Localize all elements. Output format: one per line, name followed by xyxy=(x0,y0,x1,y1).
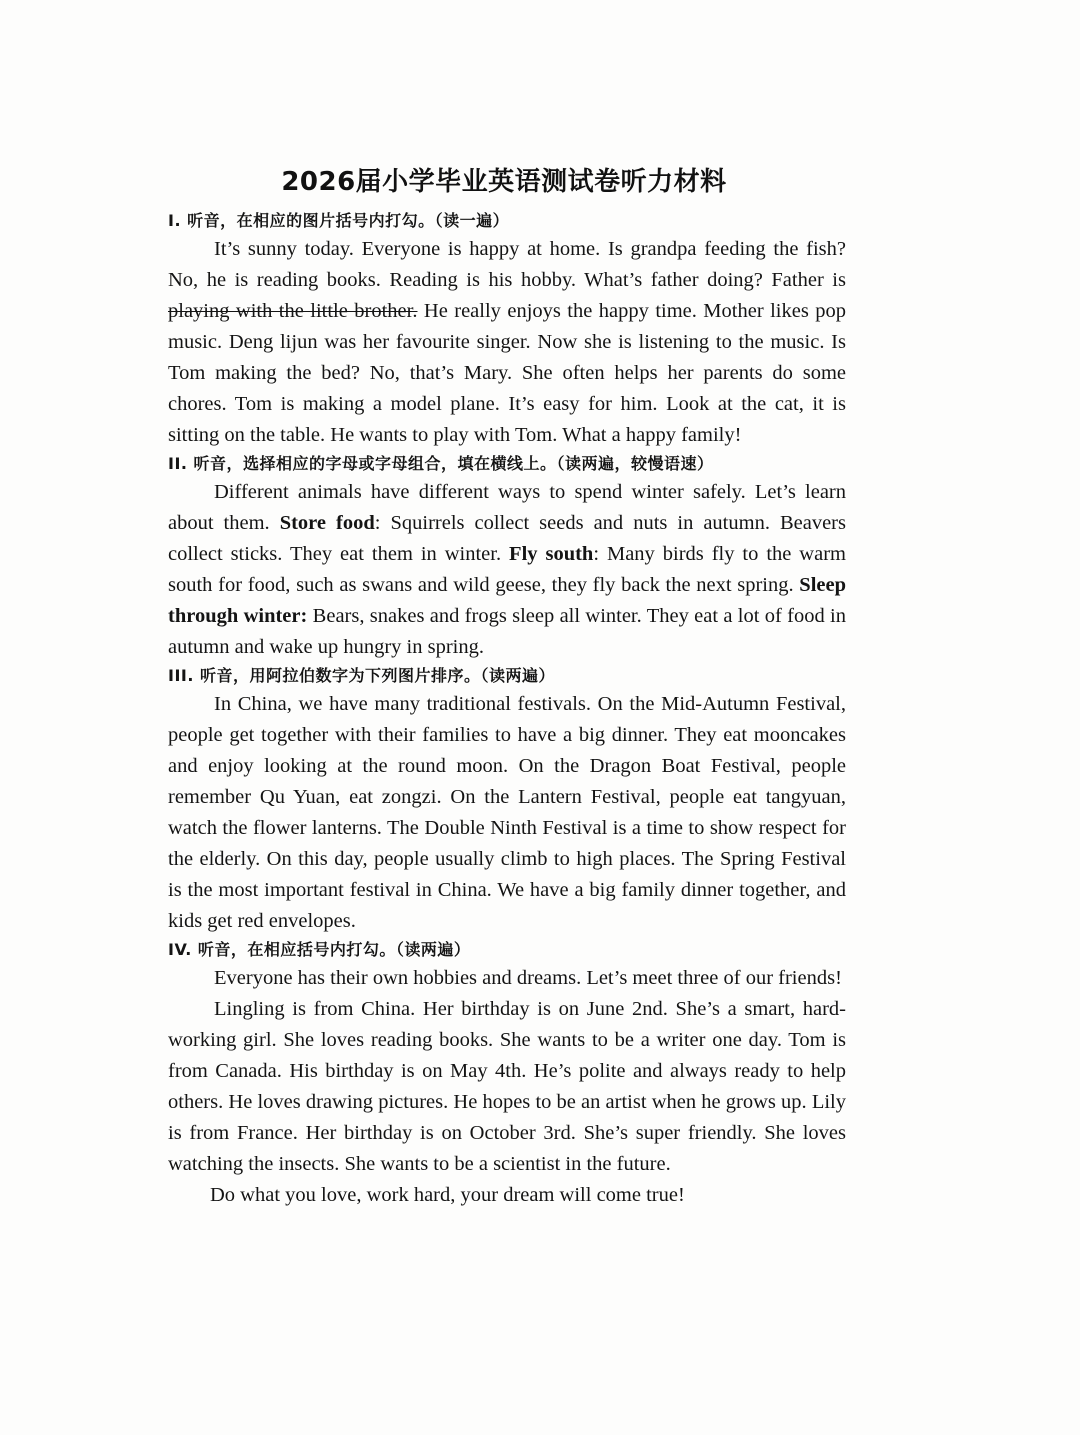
document-title: 2026届小学毕业英语测试卷听力材料 xyxy=(281,167,727,197)
section-2-text-d: Bears, snakes and frogs sleep all winter. They eat a lot of food in autumn and wake up hungry in spring. xyxy=(168,605,846,658)
bold-term-store-food: Store food xyxy=(279,512,375,534)
section-2-heading: II. 听音，选择相应的字母或字母组合，填在横线上。（读两遍，较慢语速） xyxy=(168,454,714,473)
section-4-heading: IV. 听音，在相应括号内打勾。（读两遍） xyxy=(168,940,471,959)
bold-term-sleep-through-winter: Sleep through winter: xyxy=(168,574,846,627)
section-1-text-b: He really enjoys the happy time. Mother likes pop music. Deng lijun was her favourite singer. Now she is listening to the music. Is Tom making the bed? No, that’s Mary. She often helps her parents do some chores. Tom is making a model plane. It’s easy for him. Look at the cat, it is sitting on the table. He wants to play with Tom. What a happy family! xyxy=(168,300,846,446)
section-2-text-a: Different animals have different ways to spend winter safely. Let’s learn about them. xyxy=(168,481,846,534)
section-1-heading: I. 听音，在相应的图片括号内打勾。（读一遍） xyxy=(168,211,510,230)
section-3-paragraph: In China, we have many traditional festivals. On the Mid-Autumn Festival, people get together with their families to have a big dinner. They eat mooncakes and enjoy looking at the round moon. On the Dragon Boat Festival, people remember Qu Yuan, eat zongzi. On the Lantern Festival, people eat tangyuan, watch the flower lanterns. The Double Ninth Festival is a time to show respect for the elderly. On this day, people usually climb to high places. The Spring Festival is the most important festival in China. We have a big family dinner together, and kids get red envelopes. xyxy=(168,693,846,932)
section-2-text-c: : Many birds fly to the warm south for food, such as swans and wild geese, they fly back the next spring. xyxy=(168,543,846,596)
bold-term-fly-south: Fly south xyxy=(509,543,594,565)
section-4-paragraph-intro: Everyone has their own hobbies and dreams. Let’s meet three of our friends! xyxy=(214,967,842,989)
section-1 xyxy=(168,208,846,451)
section-1-struck-text: playing with the little brother. xyxy=(168,300,418,322)
section-3 xyxy=(168,663,846,937)
section-3-heading: III. 听音，用阿拉伯数字为下列图片排序。（读两遍） xyxy=(168,666,556,685)
section-4 xyxy=(168,937,846,1211)
section-4-closing-line: Do what you love, work hard, your dream will come true! xyxy=(210,1184,685,1206)
section-2-paragraph xyxy=(168,477,846,663)
document-body xyxy=(168,160,846,1211)
section-4-paragraph-friends: Lingling is from China. Her birthday is on June 2nd. She’s a smart, hard-working girl. She loves reading books. She wants to be a writer one day. Tom is from Canada. His birthday is on May 4th. He’s polite and always ready to help others. He loves drawing pictures. He hopes to be an artist when he grows up. Lily is from France. Her birthday is on October 3rd. She’s super friendly. She loves watching the insects. She wants to be a scientist in the future. xyxy=(168,998,846,1175)
section-2 xyxy=(168,451,846,663)
section-1-text-a: It’s sunny today. Everyone is happy at home. Is grandpa feeding the fish? No, he is reading books. Reading is his hobby. What’s father doing? Father is xyxy=(168,238,846,291)
section-2-text-b: : Squirrels collect seeds and nuts in autumn. Beavers collect sticks. They eat them in winter. xyxy=(168,512,846,565)
section-1-paragraph xyxy=(168,234,846,451)
